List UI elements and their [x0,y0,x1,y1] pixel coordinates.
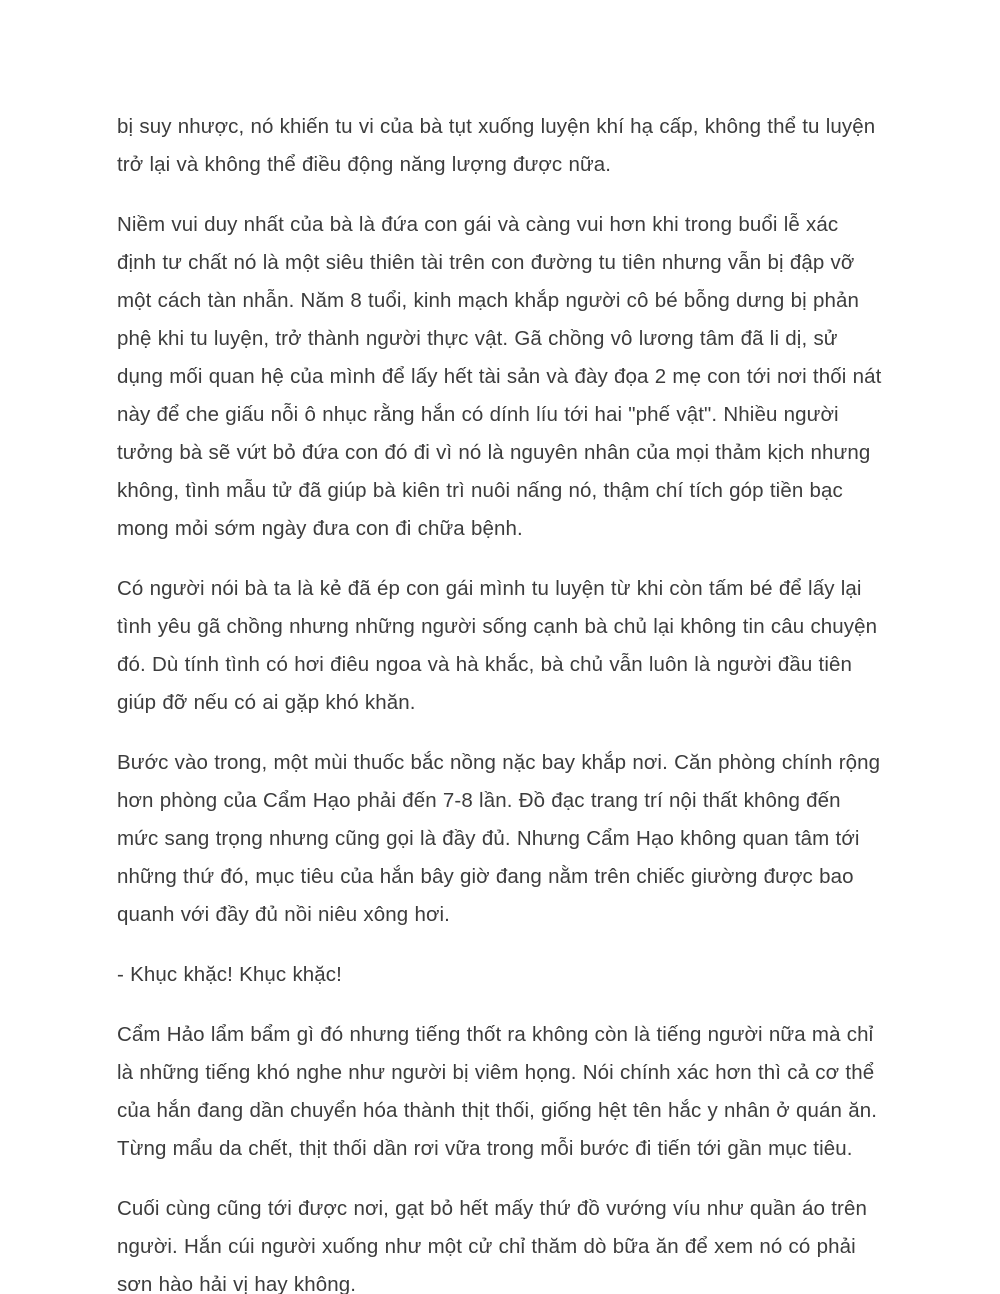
text-column [117,108,883,1294]
paragraph: Cẩm Hảo lẩm bẩm gì đó nhưng tiếng thốt ra không còn là tiếng người nữa mà chỉ là những tiếng khó nghe như người bị viêm họng. Nói chính xác hơn thì cả cơ thể của hắn đang dần chuyển hóa thành thịt thối, giống hệt tên hắc y nhân ở quán ăn. Từng mẩu da chết, thịt thối dần rơi vữa trong mỗi bước đi tiến tới gần mục tiêu. [117,1023,877,1160]
paragraph: Có người nói bà ta là kẻ đã ép con gái mình tu luyện từ khi còn tấm bé để lấy lại tình yêu gã chồng nhưng những người sống cạnh bà chủ lại không tin câu chuyện đó. Dù tính tình có hơi điêu ngoa và hà khắc, bà chủ vẫn luôn là người đầu tiên giúp đỡ nếu có ai gặp khó khăn. [117,577,878,714]
dialogue-line: - Khục khặc! Khục khặc! [117,963,342,986]
paragraph: Bước vào trong, một mùi thuốc bắc nồng nặc bay khắp nơi. Căn phòng chính rộng hơn phòng của Cẩm Hạo phải đến 7-8 lần. Đồ đạc trang trí nội thất không đến mức sang trọng nhưng cũng gọi là đầy đủ. Nhưng Cẩm Hạo không quan tâm tới những thứ đó, mục tiêu của hắn bây giờ đang nằm trên chiếc giường được bao quanh với đầy đủ nồi niêu xông hơi. [117,751,881,926]
paragraph: Cuối cùng cũng tới được nơi, gạt bỏ hết mấy thứ đồ vướng víu như quần áo trên người. Hắn cúi người xuống như một cử chỉ thăm dò bữa ăn để xem nó có phải sơn hào hải vị hay không. [117,1197,867,1294]
paragraph: Niềm vui duy nhất của bà là đứa con gái và càng vui hơn khi trong buổi lễ xác định tư chất nó là một siêu thiên tài trên con đường tu tiên nhưng vẫn bị đập vỡ một cách tàn nhẫn. Năm 8 tuổi, kinh mạch khắp người cô bé bỗng dưng bị phản phệ khi tu luyện, trở thành người thực vật. Gã chồng vô lương tâm đã li dị, sử dụng mối quan hệ của mình để lấy hết tài sản và đày đọa 2 mẹ con tới nơi thối nát này để che giấu nỗi ô nhục rằng hắn có dính líu tới hai "phế vật". Nhiều người tưởng bà sẽ vứt bỏ đứa con đó đi vì nó là nguyên nhân của mọi thảm kịch nhưng không, tình mẫu tử đã giúp bà kiên trì nuôi nấng nó, thậm chí tích góp tiền bạc mong mỏi sớm ngày đưa con đi chữa bệnh. [117,213,882,540]
paragraph: bị suy nhược, nó khiến tu vi của bà tụt xuống luyện khí hạ cấp, không thể tu luyện trở lại và không thể điều động năng lượng được nữa. [117,115,876,176]
